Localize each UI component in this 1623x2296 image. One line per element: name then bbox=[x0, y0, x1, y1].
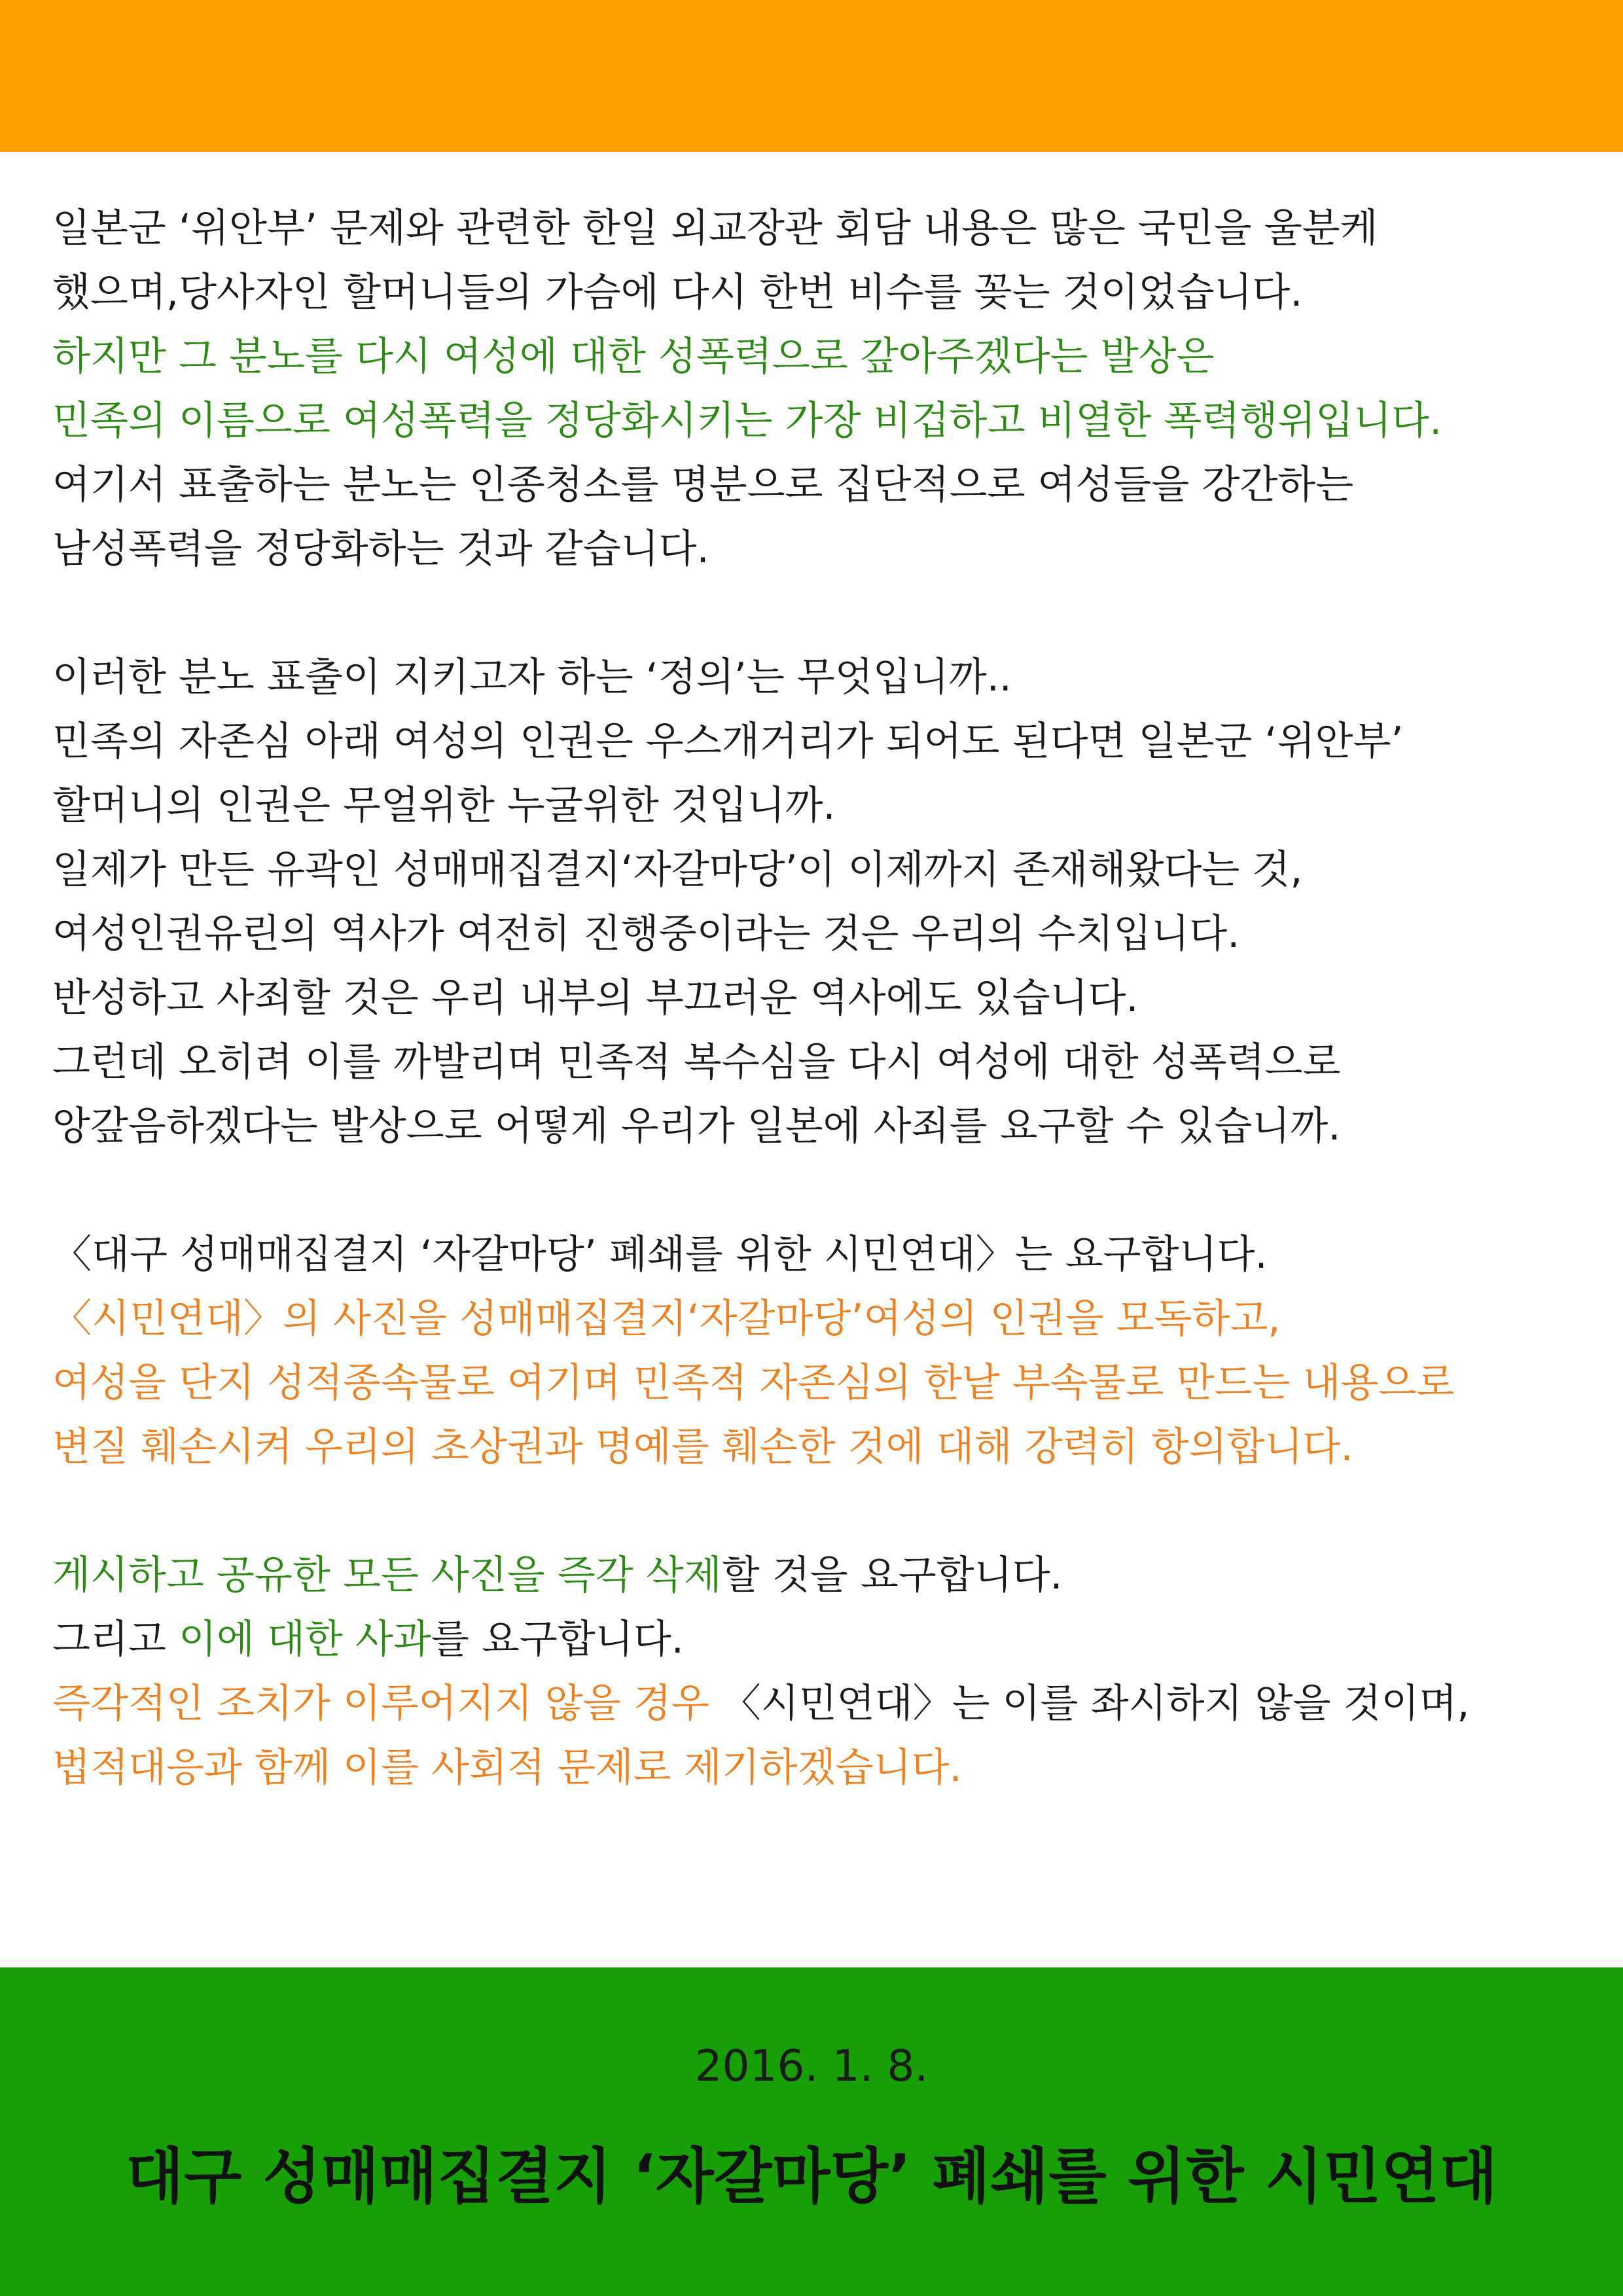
paragraph-gap bbox=[52, 1158, 1610, 1223]
text-line: 이러한 분노 표출이 지키고자 하는 ‘정의’는 무엇입니까.. bbox=[52, 655, 1012, 700]
text-line: 일본군 ‘위안부’ 문제와 관련한 한일 외교장관 회담 내용은 많은 국민을 울분케 bbox=[52, 206, 1378, 251]
text-line: 민족의 자존심 아래 여성의 인권은 우스개거리가 되어도 된다면 일본군 ‘위안부’ bbox=[52, 719, 1404, 764]
text-line: 그런데 오히려 이를 까발리며 민족적 복수심을 다시 여성에 대한 성폭력으로 bbox=[52, 1039, 1341, 1085]
demand-line bbox=[52, 1672, 1610, 1736]
text-line: 여성인권유린의 역사가 여전히 진행중이라는 것은 우리의 수치입니다. bbox=[52, 911, 1240, 957]
highlight-line: 하지만 그 분노를 다시 여성에 대한 성폭력으로 갚아주겠다는 발상은 bbox=[52, 334, 1215, 380]
text-line: 앙갚음하겠다는 발상으로 어떻게 우리가 일본에 사죄를 요구할 수 있습니까. bbox=[52, 1103, 1341, 1149]
highlight-line: 변질 훼손시켜 우리의 초상권과 명예를 훼손한 것에 대해 강력히 항의합니다. bbox=[52, 1424, 1353, 1470]
highlight-line: 법적대응과 함께 이를 사회적 문제로 제기하겠습니다. bbox=[52, 1745, 962, 1791]
green-span: 게시하고 공유한 모든 사진을 즉각 삭제 bbox=[52, 1552, 722, 1598]
statement-date: 2016. 1. 8. bbox=[694, 2041, 929, 2091]
text-line: 여기서 표출하는 분노는 인종청소를 명분으로 집단적으로 여성들을 강간하는 bbox=[52, 462, 1354, 508]
plain-span: 할 것을 요구합니다. bbox=[721, 1552, 1063, 1598]
top-banner bbox=[0, 0, 1623, 152]
plain-span: 를 요구합니다. bbox=[431, 1617, 684, 1662]
text-line: 했으며,당사자인 할머니들의 가슴에 다시 한번 비수를 꽂는 것이었습니다. bbox=[52, 270, 1303, 315]
paragraph-gap bbox=[52, 1479, 1610, 1543]
text-line: 반성하고 사죄할 것은 우리 내부의 부끄러운 역사에도 있습니다. bbox=[52, 975, 1139, 1021]
text-line: 일제가 만든 유곽인 성매매집결지‘자갈마당’이 이제까지 존재해왔다는 것, bbox=[52, 847, 1303, 893]
highlight-line: 여성을 단지 성적종속물로 여기며 민족적 자존심의 한낱 부속물로 만드는 내용으로 bbox=[52, 1360, 1455, 1406]
text-line: 할머니의 인권은 무얼위한 누굴위한 것입니까. bbox=[52, 783, 836, 829]
plain-span: 그리고 bbox=[52, 1617, 179, 1662]
demand-line bbox=[52, 1607, 1610, 1672]
text-line: 〈대구 성매매집결지 ‘자갈마당’ 폐쇄를 위한 시민연대〉는 요구합니다. bbox=[52, 1232, 1268, 1278]
demand-line bbox=[52, 1543, 1610, 1607]
paragraph-gap bbox=[52, 581, 1610, 645]
organization-name: 대구 성매매집결지 ‘자갈마당’ 폐쇄를 위한 시민연대 bbox=[125, 2142, 1498, 2212]
statement-body bbox=[52, 196, 1610, 1800]
text-line: 남성폭력을 정당화하는 것과 같습니다. bbox=[52, 526, 709, 572]
highlight-line: 〈시민연대〉의 사진을 성매매집결지‘자갈마당’여성의 인권을 모독하고, bbox=[52, 1296, 1281, 1342]
orange-span: 즉각적인 조치가 이루어지지 않을 경우 bbox=[52, 1681, 709, 1727]
green-span: 이에 대한 사과 bbox=[178, 1617, 431, 1662]
plain-span: 〈시민연대〉는 이를 좌시하지 않을 것이며, bbox=[709, 1681, 1470, 1727]
highlight-line: 민족의 이름으로 여성폭력을 정당화시키는 가장 비겁하고 비열한 폭력행위입니다. bbox=[52, 398, 1442, 444]
